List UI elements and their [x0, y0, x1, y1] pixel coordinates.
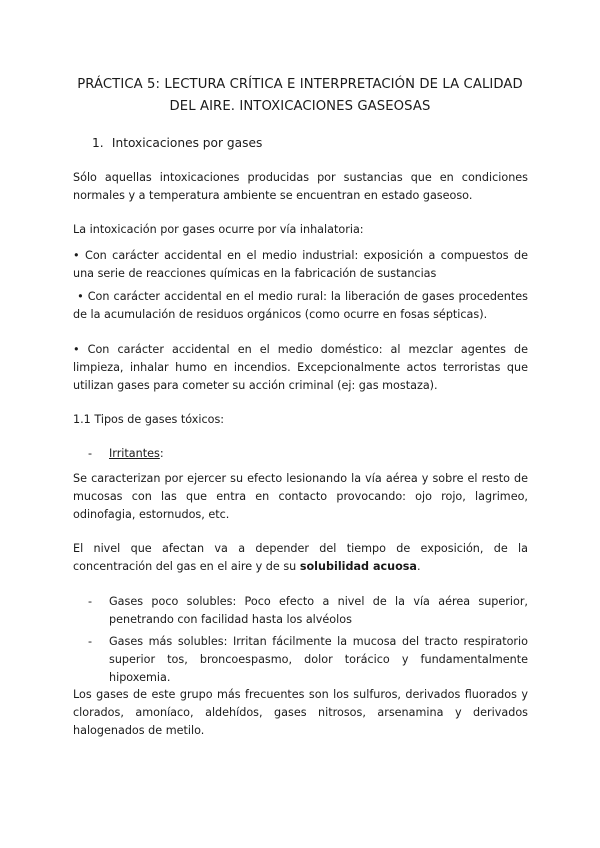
irritantes-colon: :	[159, 447, 164, 460]
paragraph-intro: Sólo aquellas intoxicaciones producidas por sustancias que en condiciones normales y a temperatura ambiente se encuentran en estado gaseoso.	[73, 171, 528, 202]
paragraph-irritant-effects: Se caracterizan por ejercer su efecto lesionando la vía aérea y sobre el resto de mucosas con las que entra en contacto provocando: ojo rojo, lagrimeo, odinofagia, estornudos, etc.	[73, 472, 528, 521]
dash-marker: -	[88, 447, 93, 460]
paragraph-common-gases: Los gases de este grupo más frecuentes son los sulfuros, derivados fluorados y clorados, amoníaco, aldehídos, gases nitrosos, arsenamina y derivados halogenados de metilo.	[73, 688, 528, 737]
title-line-2: DEL AIRE. INTOXICACIONES GASEOSAS	[169, 99, 431, 114]
dash-item-low-solubility	[88, 593, 528, 629]
solubility-period: .	[417, 560, 421, 573]
bullet-industrial: • Con carácter accidental en el medio industrial: exposición a compuestos de una serie de reacciones químicas en la fabricación de sustancias	[73, 249, 528, 280]
irritantes-label: Irritantes	[109, 447, 160, 460]
bullet-rural: • Con carácter accidental en el medio rural: la liberación de gases procedentes de la acumulación de residuos orgánicos (como ocurre en fosas sépticas).	[73, 290, 532, 321]
section-heading-text: Intoxicaciones por gases	[111, 136, 263, 150]
paragraph-inhalation: La intoxicación por gases ocurre por vía inhalatoria:	[73, 223, 364, 236]
paragraph-solubility	[73, 540, 528, 576]
irritantes-item	[88, 445, 528, 463]
solubility-text: El nivel que afectan va a depender del tiempo de exposición, de la concentración del gas en el aire y de su	[73, 542, 528, 573]
section-number: 1.	[92, 136, 104, 150]
subsection-heading: 1.1 Tipos de gases tóxicos:	[73, 413, 225, 426]
dash-item-text: Gases poco solubles: Poco efecto a nivel de la vía aérea superior, penetrando con facilidad hasta los alvéolos	[109, 595, 528, 626]
title-line-1: PRÁCTICA 5: LECTURA CRÍTICA E INTERPRETACIÓN DE LA CALIDAD	[77, 77, 523, 92]
page-title	[60, 74, 540, 118]
bullet-domestic: • Con carácter accidental en el medio doméstico: al mezclar agentes de limpieza, inhalar humo en incendios. Excepcionalmente actos terroristas que utilizan gases para cometer su acción criminal (ej: gas mostaza).	[73, 343, 528, 392]
section-heading	[92, 134, 262, 152]
dash-marker: -	[88, 635, 93, 648]
dash-marker: -	[88, 595, 93, 608]
solubility-bold: solubilidad acuosa	[299, 560, 417, 573]
dash-item-high-solubility	[88, 633, 528, 687]
dash-item-text: Gases más solubles: Irritan fácilmente la mucosa del tracto respiratorio superior tos, broncoespasmo, dolor torácico y fundamentalmente hipoxemia.	[109, 635, 528, 684]
